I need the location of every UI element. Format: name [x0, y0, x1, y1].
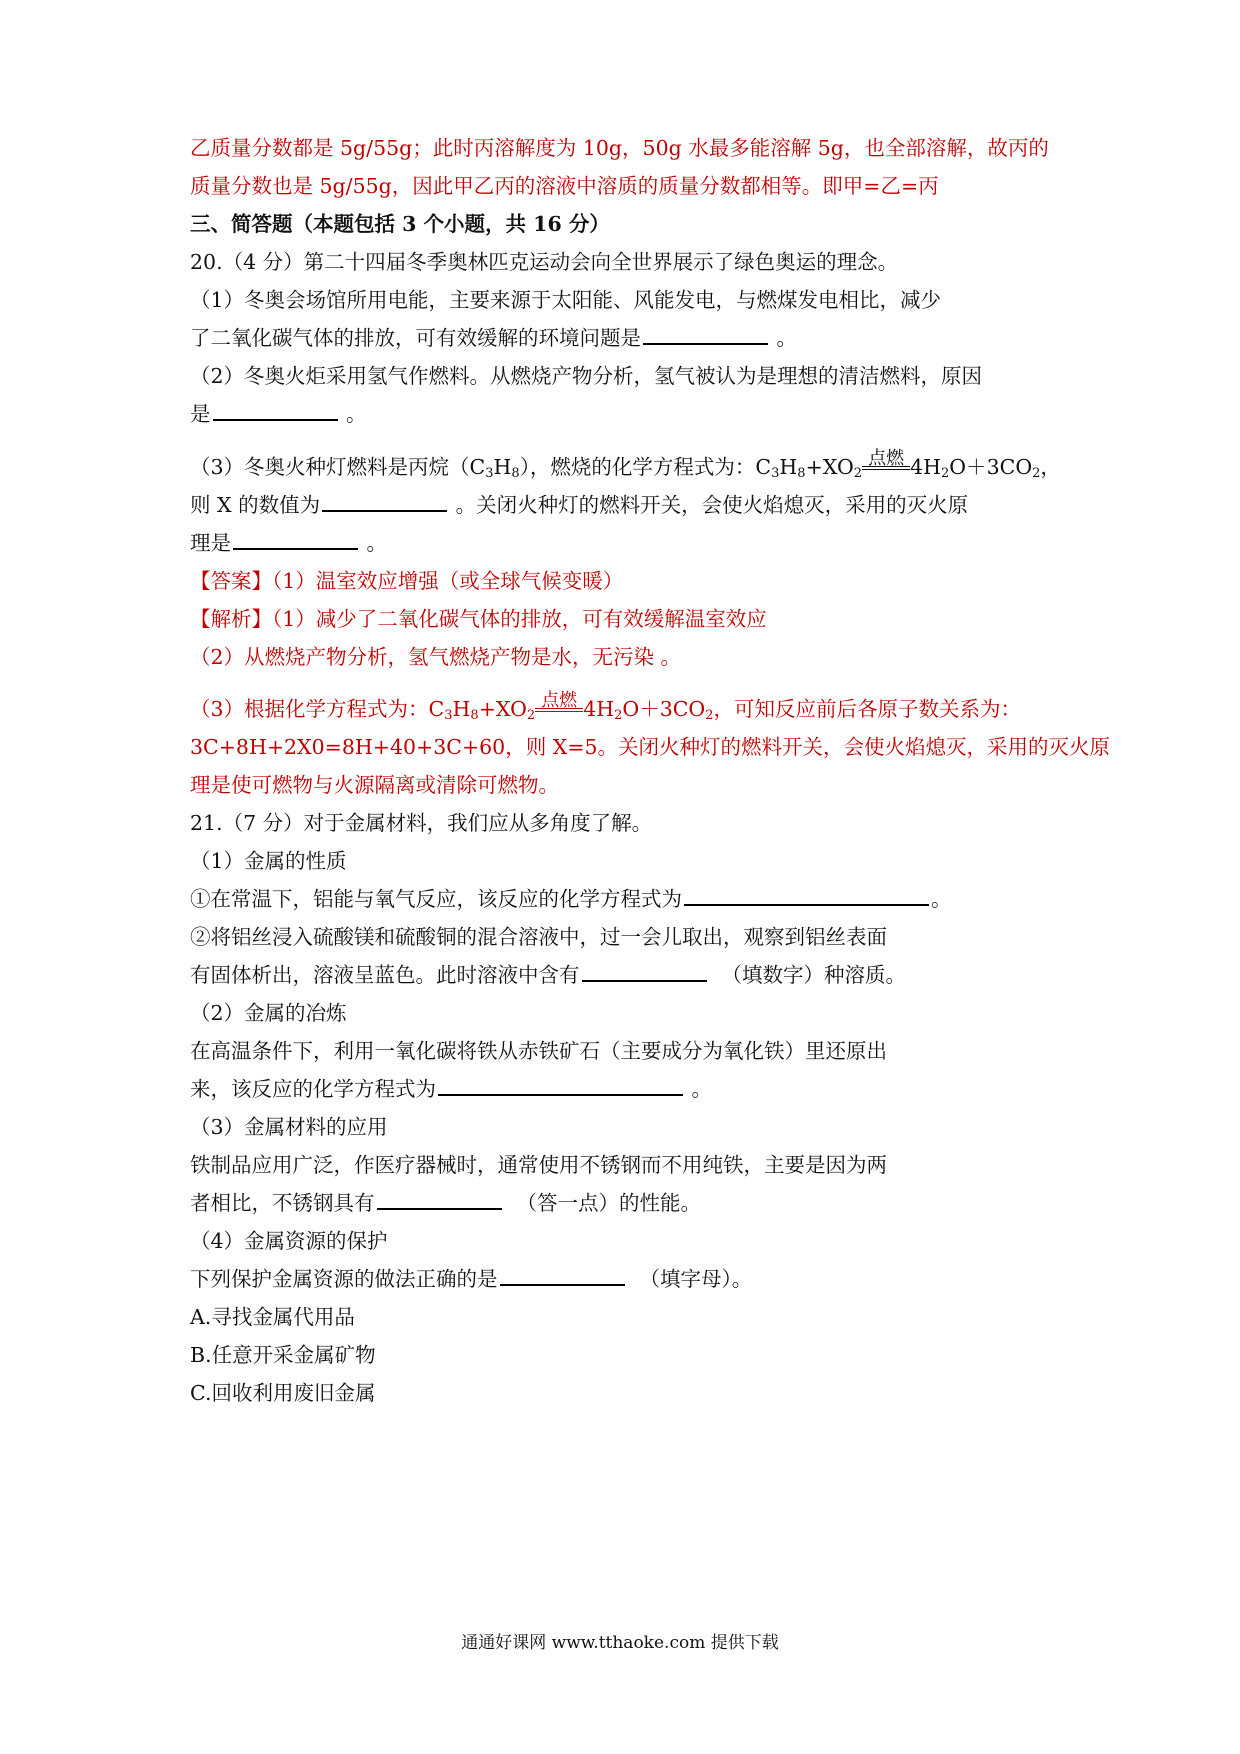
q21-application-text: 者相比，不锈钢具有: [190, 1191, 375, 1215]
equation-term: O＋3CO: [622, 697, 706, 721]
q20-analysis-1: 【解析】（1）减少了二氧化碳气体的排放，可有效缓解温室效应: [190, 607, 767, 631]
q20-stem: 20.（4 分）第二十四届冬季奥林匹克运动会向全世界展示了绿色奥运的理念。: [190, 250, 899, 274]
q21-item-2-text: 有固体析出，溶液呈蓝色。此时溶液中含有: [190, 963, 580, 987]
q21-option-b: B.任意开采金属矿物: [190, 1343, 376, 1367]
section-title: 三、简答题（本题包括 3 个小题，共 16 分）: [190, 212, 610, 236]
q21-protection-text: 下列保护金属资源的做法正确的是: [190, 1267, 498, 1291]
q20-part3-line2: [190, 490, 968, 520]
q20-part3-text: 理是: [190, 531, 231, 555]
q20-analysis-3: [190, 690, 1022, 724]
reaction-arrow: [862, 448, 910, 474]
subscript: 3: [485, 466, 494, 481]
period: 。: [366, 531, 388, 555]
q21-smelting-text: 来，该反应的化学方程式为: [190, 1077, 436, 1101]
q21-option-c: C.回收利用废旧金属: [190, 1381, 376, 1405]
q20-part1-line1: （1）冬奥会场馆所用电能，主要来源于太阳能、风能发电，与燃煤发电相比，减少: [190, 288, 942, 312]
q20-part3-text: （3）冬奥火种灯燃料是丙烷（C: [190, 455, 486, 479]
q20-part2-line2: [190, 399, 367, 429]
q20-part1-line2: [190, 323, 797, 353]
page-footer: 通通好课网 www.tthaoke.com 提供下载: [461, 1633, 779, 1653]
subscript: 2: [614, 708, 623, 723]
q21-application-line1: 铁制品应用广泛，作医疗器械时，通常使用不锈钢而不用纯铁，主要是因为两: [190, 1153, 887, 1177]
q20-analysis-5: 理是使可燃物与火源隔离或清除可燃物。: [190, 773, 559, 797]
q20-part3-text: H: [493, 455, 512, 479]
period: 。: [691, 1077, 713, 1101]
q20-blank-4[interactable]: [233, 528, 358, 550]
reaction-arrow: [535, 690, 583, 716]
period: 。: [931, 887, 952, 911]
q20-blank-2[interactable]: [213, 399, 338, 421]
period: 。: [346, 402, 367, 426]
equation-term: H: [452, 697, 471, 721]
equation-term: 4H: [910, 455, 941, 479]
q21-blank-1[interactable]: [684, 884, 929, 906]
q21-protection-text: （填字母）。: [639, 1267, 753, 1291]
q20-part3-text: 则 X 的数值为: [190, 493, 321, 517]
subscript: 2: [941, 466, 950, 481]
comma: ，: [1040, 455, 1061, 479]
reaction-condition: 点燃: [541, 690, 578, 711]
subscript: 2: [853, 466, 863, 481]
q21-heading-4: （4）金属资源的保护: [190, 1229, 388, 1253]
q21-heading-1: （1）金属的性质: [190, 849, 347, 873]
q21-item-1: [190, 884, 952, 914]
subscript: 3: [771, 466, 780, 481]
q21-application-line2: [190, 1188, 701, 1218]
subscript: 2: [1032, 466, 1041, 481]
equation-term: O＋3CO: [949, 455, 1033, 479]
q20-part3-text: ），燃烧的化学方程式为：C: [519, 455, 772, 479]
q21-item-2-text: （填数字）种溶质。: [721, 963, 907, 987]
q20-analysis-4: 3C+8H+2X0=8H+40+3C+60，则 X=5。关闭火种灯的燃料开关，会使火焰熄灭，采用的灭火原: [190, 735, 1111, 759]
q20-answer: 【答案】（1）温室效应增强（或全球气候变暖）: [190, 569, 624, 593]
q20-part2-text: 是: [190, 402, 211, 426]
q20-part3-line3: [190, 528, 387, 558]
subscript: 2: [705, 708, 714, 723]
answer-continuation-line-1: 乙质量分数都是 5g/55g；此时丙溶解度为 10g，50g 水最多能溶解 5g，也全部溶解，故丙的: [190, 136, 1049, 160]
q21-smelting-line2: [190, 1074, 712, 1104]
subscript: 2: [526, 708, 536, 723]
q21-stem: 21.（7 分）对于金属材料，我们应从多角度了解。: [190, 811, 653, 835]
answer-continuation-line-2: 质量分数也是 5g/55g，因此甲乙丙的溶液中溶质的质量分数都相等。即甲=乙=丙: [190, 174, 939, 198]
subscript: 3: [444, 708, 453, 723]
q21-application-text: （答一点）的性能。: [516, 1191, 702, 1215]
equation-term: +XO: [805, 455, 854, 479]
period: 。: [776, 326, 798, 350]
q21-blank-4[interactable]: [377, 1188, 502, 1210]
q20-part3-line1: [190, 448, 1061, 482]
q21-blank-5[interactable]: [500, 1264, 625, 1286]
q21-smelting-line1: 在高温条件下，利用一氧化碳将铁从赤铁矿石（主要成分为氧化铁）里还原出: [190, 1039, 887, 1063]
q21-option-a: A.寻找金属代用品: [190, 1305, 355, 1329]
q21-item-2-line2: [190, 960, 906, 990]
analysis-text: ，可知反应前后各原子数关系为：: [713, 697, 1022, 721]
q21-protection-line: [190, 1264, 752, 1294]
equation-term: H: [779, 455, 798, 479]
q20-part1-text: 了二氧化碳气体的排放，可有效缓解的环境问题是: [190, 326, 641, 350]
subscript: 8: [797, 466, 806, 481]
subscript: 8: [470, 708, 479, 723]
q20-blank-1[interactable]: [643, 323, 768, 345]
analysis-text: （3）根据化学方程式为：C: [190, 697, 445, 721]
reaction-condition: 点燃: [868, 448, 905, 469]
q21-heading-2: （2）金属的冶炼: [190, 1001, 347, 1025]
q20-part3-text: 。关闭火种灯的燃料开关，会使火焰熄灭，采用的灭火原: [455, 493, 969, 517]
q21-blank-2[interactable]: [582, 960, 707, 982]
subscript: 8: [511, 466, 520, 481]
q21-item-2-line1: ②将铝丝浸入硫酸镁和硫酸铜的混合溶液中，过一会儿取出，观察到铝丝表面: [190, 925, 887, 949]
q21-item-1-text: ①在常温下，铝能与氧气反应，该反应的化学方程式为: [190, 887, 682, 911]
equation-term: 4H: [583, 697, 615, 721]
q20-analysis-2: （2）从燃烧产物分析，氢气燃烧产物是水，无污染 。: [190, 645, 682, 669]
q20-blank-3[interactable]: [322, 490, 447, 512]
q21-heading-3: （3）金属材料的应用: [190, 1115, 388, 1139]
q20-part2-line1: （2）冬奥火炬采用氢气作燃料。从燃烧产物分析，氢气被认为是理想的清洁燃料，原因: [190, 364, 983, 388]
q21-blank-3[interactable]: [438, 1074, 683, 1096]
equation-term: +XO: [478, 697, 527, 721]
